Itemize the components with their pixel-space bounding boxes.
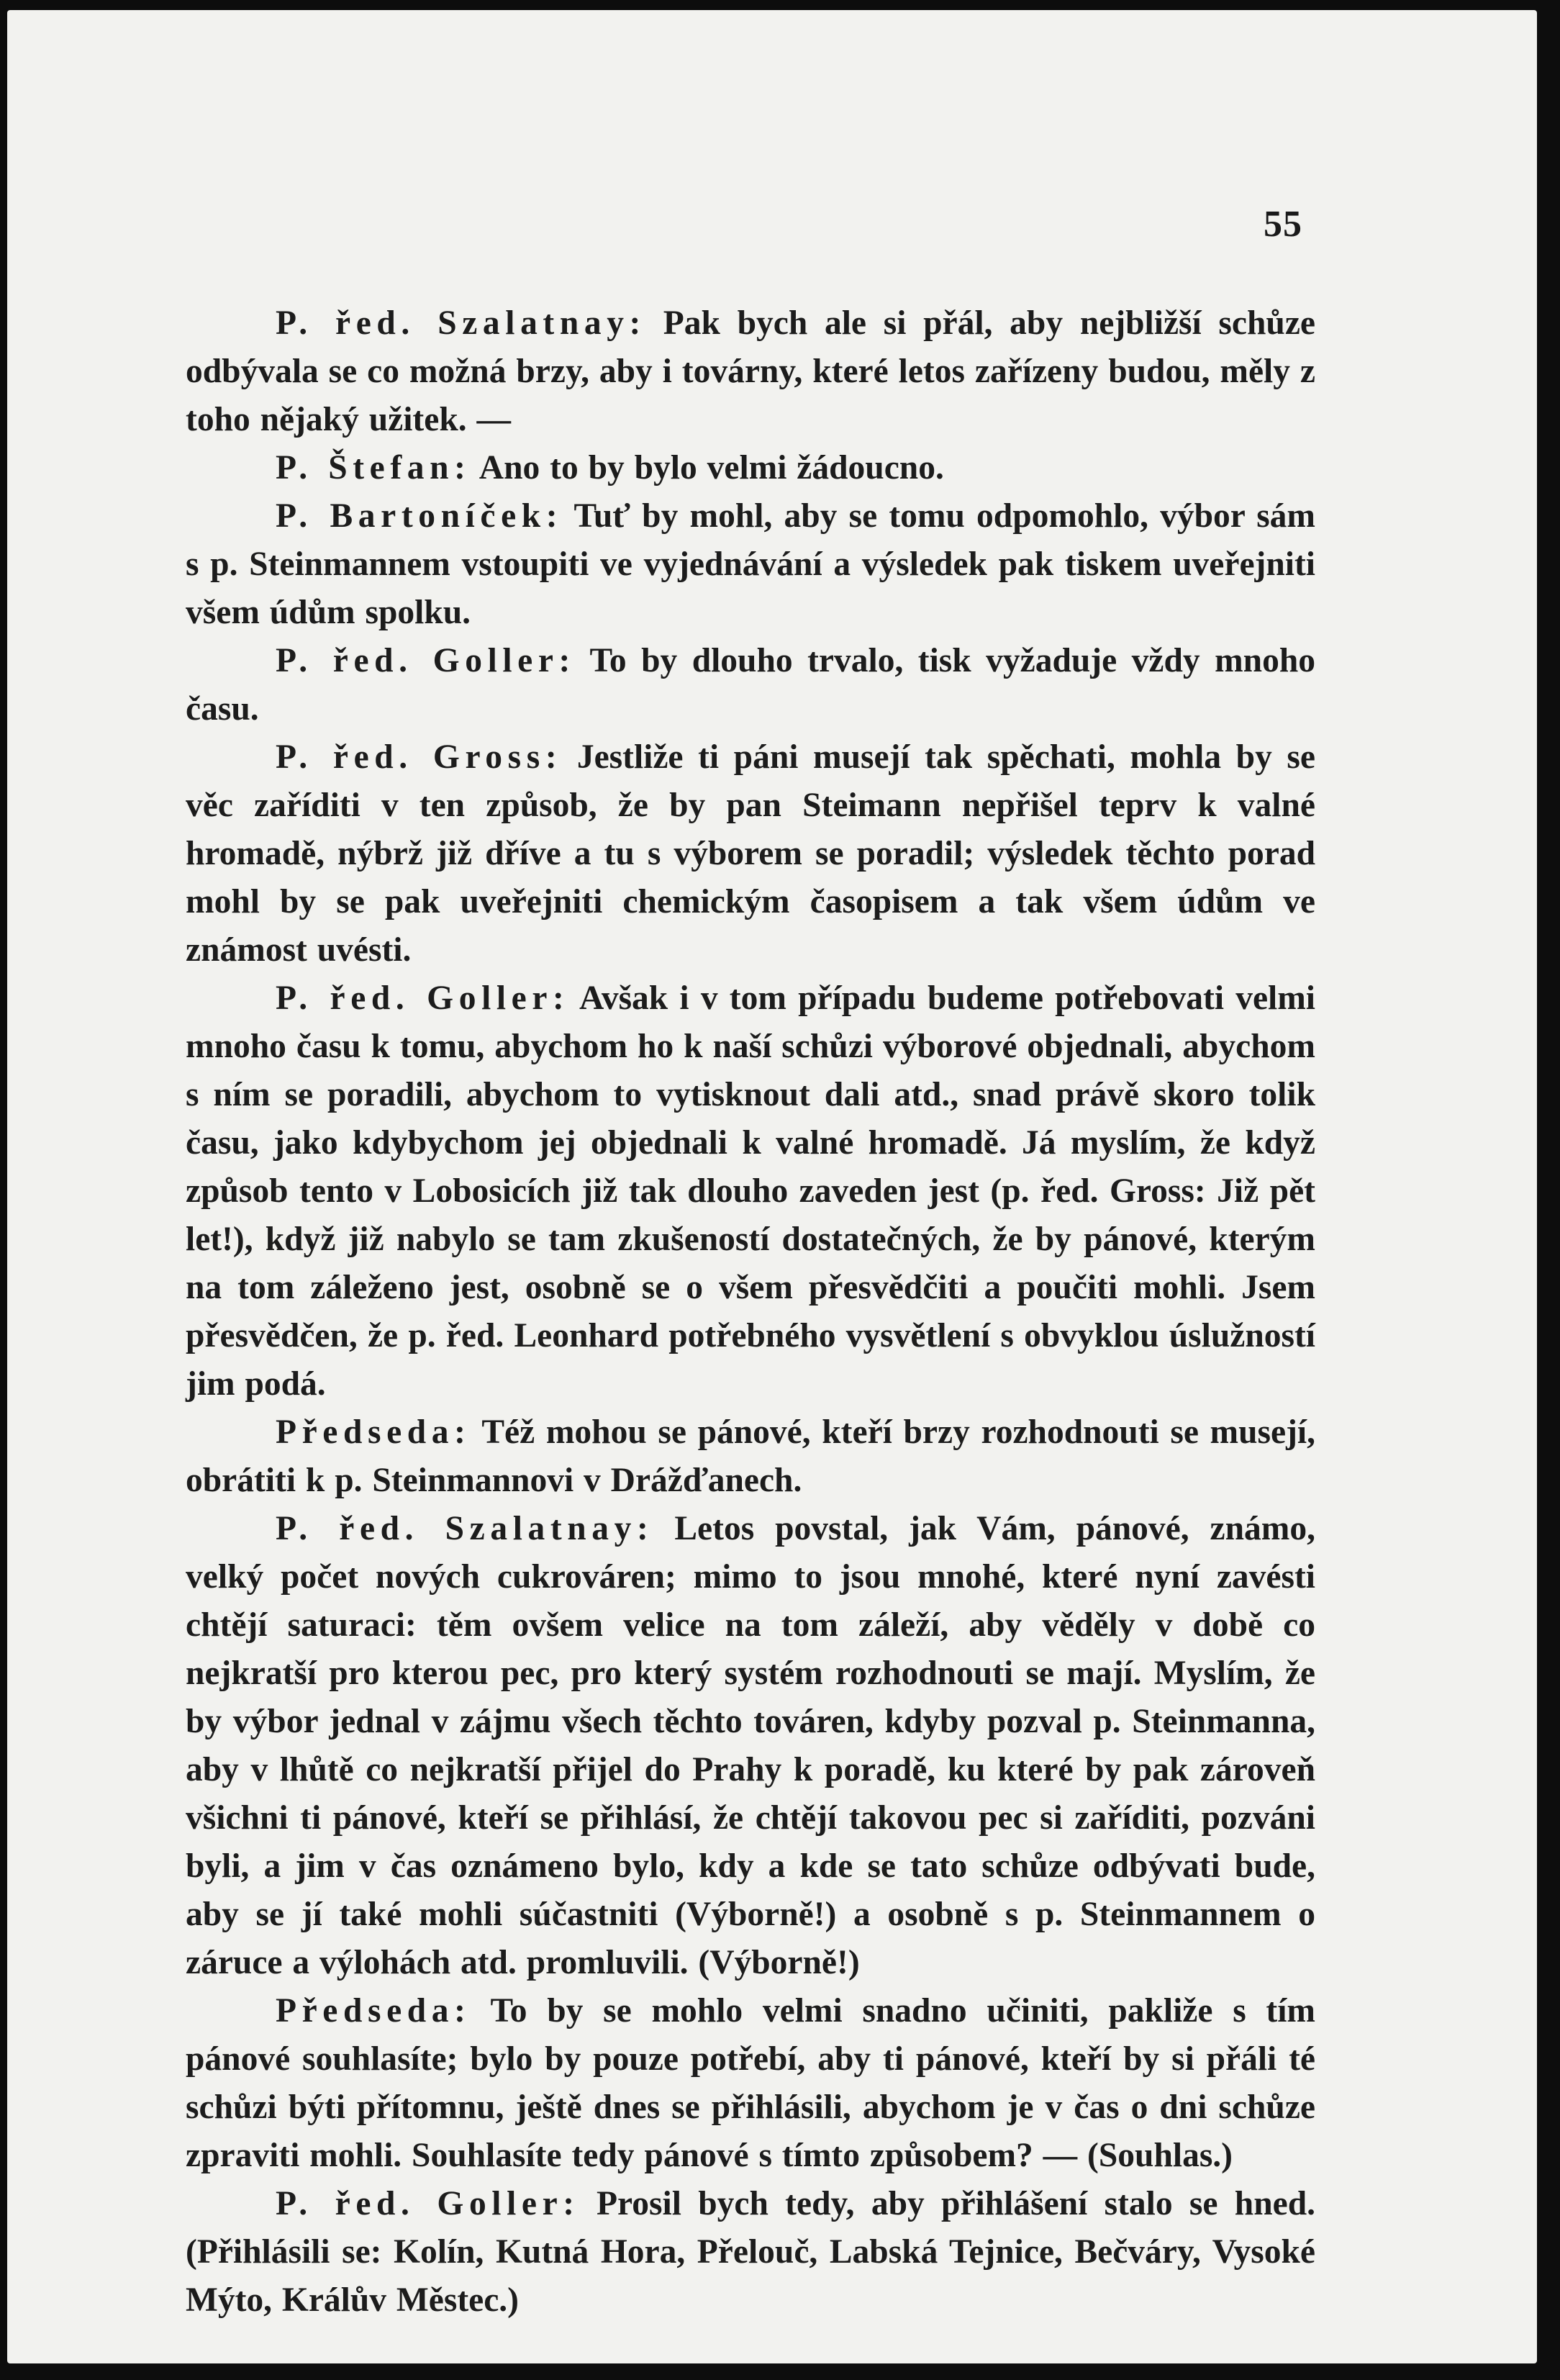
paragraph bbox=[186, 299, 1315, 444]
speech: Avšak i v tom případu budeme potřebovati velmi mnoho času k tomu, abychom ho k naší schůzi výborové objednali, abychom s ním se poradili, abychom to vytisknout dali atd., snad právě skoro tolik času, jako kdybychom jej objednali k valné hromadě. Já myslím, že když způsob tento v Lobosicích již tak dlouho zaveden jest (p. řed. Gross: Již pět let!), když již nabylo se tam zkušeností dostatečných, že by pánové, kterým na tom záleženo jest, osobně se o všem přesvědčiti a poučiti mohli. Jsem přesvědčen, že p. řed. Leonhard potřebného vysvětlení s obvyklou úslužností jim podá. bbox=[186, 979, 1316, 1403]
speaker: P. řed. Szalatnay: bbox=[276, 304, 646, 342]
speaker: P. řed. Goller: bbox=[276, 979, 570, 1017]
speaker: P. řed. Gross: bbox=[276, 738, 563, 776]
speech: Prosil bych tedy, aby přihlášení stalo se hned. (Přihlásili se: Kolín, Kutná Hora, Přelouč, Labská Tejnice, Bečváry, Vysoké Mýto, Králův Městec.) bbox=[186, 2185, 1316, 2319]
paragraph bbox=[186, 974, 1315, 1408]
speaker: Předseda: bbox=[276, 1992, 471, 2030]
speaker: P. řed. Goller: bbox=[276, 642, 576, 679]
speech: Ano to by bylo velmi žádoucno. bbox=[471, 449, 944, 487]
page-number: 55 bbox=[1264, 204, 1302, 245]
paragraph bbox=[186, 733, 1315, 974]
paragraph bbox=[186, 1987, 1315, 2180]
speech: Letos povstal, jak Vám, pánové, známo, velký počet nových cukrováren; mimo to jsou mnohé, které nyní zavésti chtějí saturaci: těm ovšem velice na tom záleží, aby věděly v době co nejkratší pro kterou pec, pro který systém rozhodnouti se mají. Myslím, že by výbor jednal v zájmu všech těchto továren, kdyby pozval p. Steinmanna, aby v lhůtě co nejkratší přijel do Prahy k poradě, ku které by pak zároveň všichni ti pánové, kteří se přihlásí, že chtějí takovou pec si zaříditi, pozváni byli, a jim v čas oznámeno bylo, kdy a kde se tato schůze odbývati bude, aby se jí také mohli súčastniti (Výborně!) a osobně s p. Steinmannem o záruce a výlohách atd. promluvili. (Výborně!) bbox=[186, 1510, 1316, 1981]
paragraph bbox=[186, 444, 1315, 492]
speech: To by se mohlo velmi snadno učiniti, pakliže s tím pánové souhlasíte; bylo by pouze potřebí, aby ti pánové, kteří by si přáli té schůzi býti přítomnu, ještě dnes se přihlásili, abychom je v čas o dni schůze zpraviti mohli. Souhlasíte tedy pánové s tímto způsobem? — (Souhlas.) bbox=[186, 1992, 1315, 2174]
speaker: P. Štefan: bbox=[276, 449, 471, 487]
speech: Tuť by mohl, aby se tomu odpomohlo, výbor sám s p. Steinmannem vstoupiti ve vyjednávání a výsledek pak tiskem uveřejniti všem údům spolku. bbox=[186, 497, 1315, 631]
speech: Jestliže ti páni musejí tak spěchati, mohla by se věc zaříditi v ten způsob, že by pan Steimann nepřišel teprv k valné hromadě, nýbrž již dříve a tu s výborem se poradil; výsledek těchto porad mohl by se pak uveřejniti chemickým časopisem a tak všem údům ve známost uvésti. bbox=[186, 738, 1315, 969]
speaker: P. Bartoníček: bbox=[276, 497, 563, 535]
paragraph bbox=[186, 1505, 1315, 1987]
speaker: P. řed. Szalatnay: bbox=[276, 1510, 654, 1547]
paragraph bbox=[186, 1408, 1315, 1505]
speaker: Předseda: bbox=[276, 1413, 471, 1451]
scanned-page bbox=[7, 10, 1537, 2363]
speaker: P. řed. Goller: bbox=[276, 2185, 580, 2222]
paragraph bbox=[186, 2180, 1315, 2325]
paragraph bbox=[186, 637, 1315, 733]
speech: Pak bych ale si přál, aby nejbližší schůze odbývala se co možná brzy, aby i továrny, které letos zařízeny budou, měly z toho nějaký užitek. — bbox=[186, 304, 1315, 438]
speech: Též mohou se pánové, kteří brzy rozhodnouti se musejí, obrátiti k p. Steinmannovi v Drážďanech. bbox=[186, 1413, 1315, 1499]
speech: To by dlouho trvalo, tisk vyžaduje vždy mnoho času. bbox=[186, 642, 1315, 728]
body-text bbox=[186, 299, 1315, 2325]
paragraph bbox=[186, 492, 1315, 637]
